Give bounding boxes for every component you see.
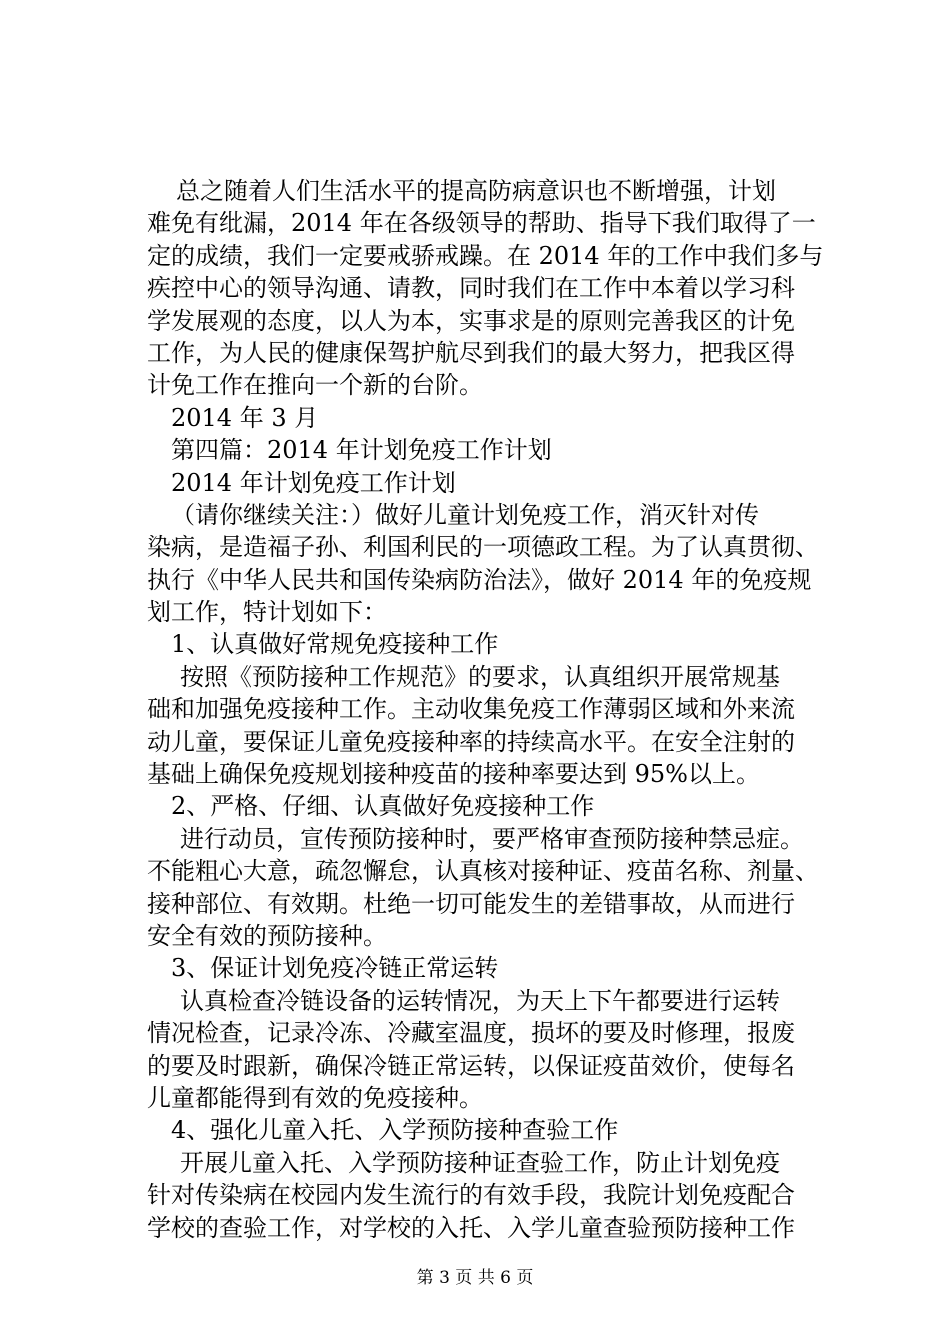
- text-line: 接种部位、有效期。杜绝一切可能发生的差错事故，从而进行: [147, 889, 795, 918]
- text-line: 定的成绩，我们一定要戒骄戒躁。在 2014 年的工作中我们多与: [147, 241, 824, 270]
- text-line: 工作，为人民的健康保驾护航尽到我们的最大努力，把我区得: [147, 338, 795, 367]
- text-line: 基础上确保免疫规划接种疫苗的接种率要达到 95%以上。: [147, 760, 760, 789]
- item-heading: 1、认真做好常规免疫接种工作: [171, 630, 499, 659]
- text-line: 按照《预防接种工作规范》的要求，认真组织开展常规基: [180, 662, 780, 691]
- section-heading: 第四篇：2014 年计划免疫工作计划: [171, 436, 552, 465]
- text-line: 执行《中华人民共和国传染病防治法》，做好 2014 年的免疫规: [147, 565, 812, 594]
- text-line: 础和加强免疫接种工作。主动收集免疫工作薄弱区域和外来流: [147, 695, 795, 724]
- page-footer: 第 3 页 共 6 页: [416, 1268, 534, 1288]
- text-line: 进行动员，宣传预防接种时，要严格审查预防接种禁忌症。: [180, 824, 804, 853]
- section-title: 2014 年计划免疫工作计划: [171, 468, 456, 497]
- text-line: 总之随着人们生活水平的提高防病意识也不断增强，计划: [176, 177, 776, 205]
- document-body: [147, 175, 837, 1244]
- text-line: 针对传染病在校园内发生流行的有效手段，我院计划免疫配合: [147, 1181, 795, 1210]
- text-line: 计免工作在推向一个新的台阶。: [147, 371, 483, 400]
- text-line: 学校的查验工作，对学校的入托、入学儿童查验预防接种工作: [147, 1213, 795, 1242]
- text-line: 的要及时跟新，确保冷链正常运转，以保证疫苗效价，使每名: [147, 1051, 795, 1080]
- text-line: 疾控中心的领导沟通、请教，同时我们在工作中本着以学习科: [147, 274, 795, 303]
- text-line: 动儿童，要保证儿童免疫接种率的持续高水平。在安全注射的: [147, 727, 795, 756]
- item-heading: 4、强化儿童入托、入学预防接种查验工作: [171, 1116, 619, 1145]
- text-line: 难免有纰漏，2014 年在各级领导的帮助、指导下我们取得了一: [147, 209, 816, 238]
- text-line: 学发展观的态度，以人为本，实事求是的原则完善我区的计免: [147, 306, 795, 335]
- text-line: 染病，是造福子孙、利国利民的一项德政工程。为了认真贯彻、: [147, 533, 819, 562]
- text-line: 儿童都能得到有效的免疫接种。: [147, 1083, 483, 1112]
- item-heading: 3、保证计划免疫冷链正常运转: [171, 954, 499, 983]
- date-line: 2014 年 3 月: [171, 403, 319, 432]
- text-line: 认真检查冷链设备的运转情况，为天上下午都要进行运转: [180, 986, 780, 1015]
- text-line: 划工作，特计划如下：: [147, 598, 387, 627]
- text-line: 情况检查，记录冷冻、冷藏室温度，损坏的要及时修理，报废: [147, 1019, 795, 1048]
- text-line: 开展儿童入托、入学预防接种证查验工作，防止计划免疫: [180, 1148, 780, 1177]
- item-heading: 2、严格、仔细、认真做好免疫接种工作: [171, 792, 595, 821]
- text-line: （请你继续关注：）做好儿童计划免疫工作，消灭针对传: [171, 500, 759, 529]
- text-line: 不能粗心大意，疏忽懈怠，认真核对接种证、疫苗名称、剂量、: [147, 857, 819, 886]
- text-line: 安全有效的预防接种。: [147, 921, 387, 950]
